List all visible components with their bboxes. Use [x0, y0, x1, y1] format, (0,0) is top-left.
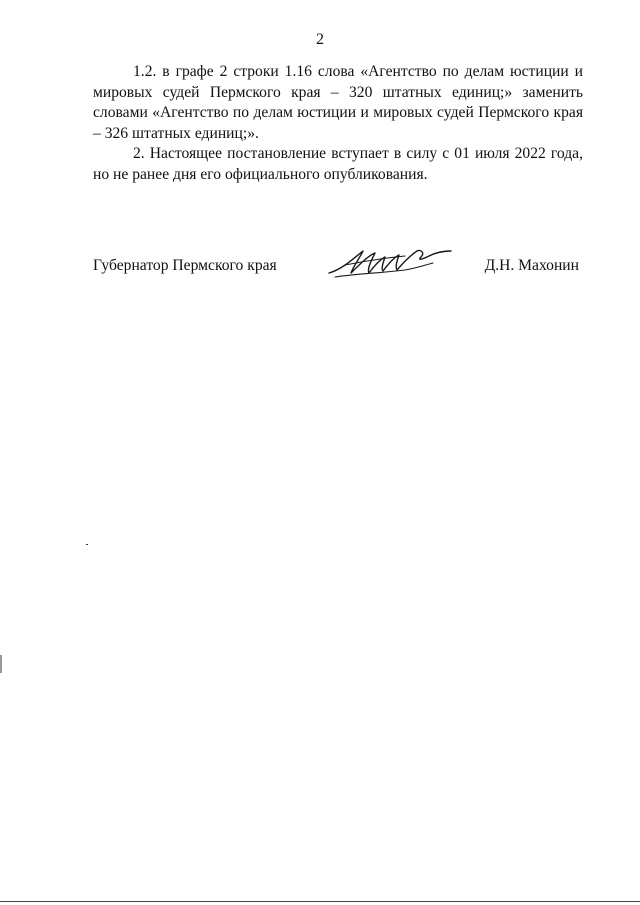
signatory-title: Губернатор Пермского края [93, 257, 277, 274]
signature-block [93, 257, 583, 287]
handwritten-signature-icon [325, 243, 455, 283]
document-body [93, 62, 583, 185]
paragraph-2: 2. Настоящее постановление вступает в силу с 01 июля 2022 года, но не ранее дня его официального опубликования. [93, 145, 583, 183]
paragraph-1-2: 1.2. в графе 2 строки 1.16 слова «Агентство по делам юстиции и мировых судей Пермского края – 320 штатных единиц;» заменить словами «Агентство по делам юстиции и мировых судей Пермского края – 326 штатных единиц;». [93, 63, 583, 142]
scan-artifact [86, 544, 88, 545]
page-bottom-edge [0, 901, 640, 902]
page-number: 2 [316, 31, 324, 48]
signatory-name: Д.Н. Махонин [484, 257, 579, 274]
scan-edge-mark [0, 655, 2, 673]
